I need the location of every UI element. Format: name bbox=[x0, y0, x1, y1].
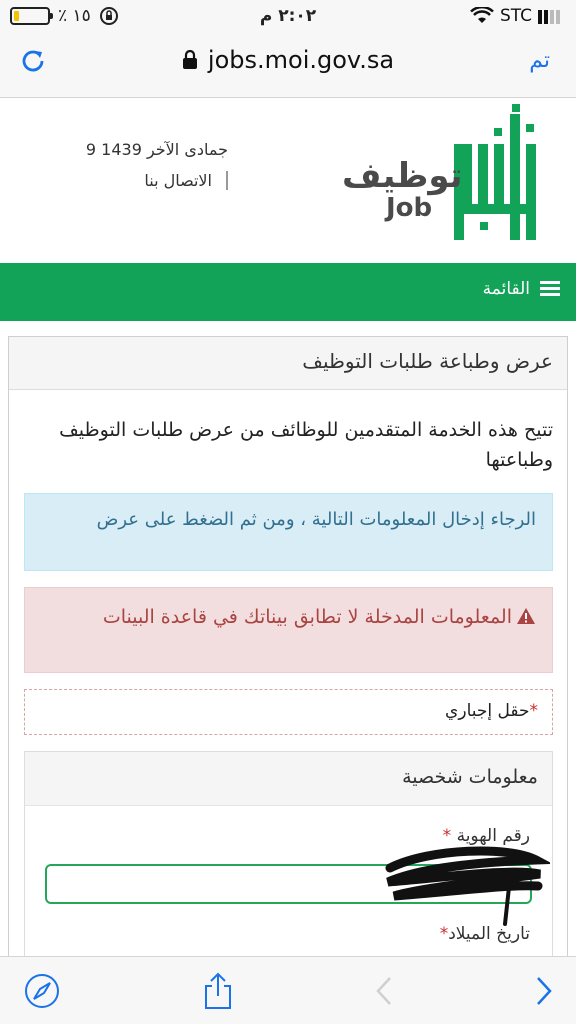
id-number-label bbox=[443, 826, 530, 846]
id-number-input[interactable] bbox=[45, 864, 532, 904]
lock-icon bbox=[182, 50, 198, 70]
domain-text: jobs.moi.gov.sa bbox=[207, 46, 395, 74]
section-title: معلومات شخصية bbox=[25, 752, 552, 806]
signal-bars-icon bbox=[538, 8, 562, 24]
hijri-date: 9 جمادى الآخر 1439 bbox=[85, 140, 228, 159]
clock: ٢:٠٢ م bbox=[259, 6, 317, 26]
header-info bbox=[58, 140, 228, 190]
share-icon[interactable] bbox=[198, 971, 238, 1011]
warning-icon bbox=[516, 607, 536, 625]
logo-job-text: Job bbox=[386, 193, 433, 223]
contact-link[interactable]: الاتصال بنا bbox=[144, 171, 228, 190]
signal-group bbox=[470, 6, 562, 26]
info-alert: الرجاء إدخال المعلومات التالية ، ومن ثم الضغط على عرض bbox=[24, 493, 553, 571]
wifi-icon bbox=[470, 7, 494, 25]
required-field-note bbox=[24, 689, 553, 735]
service-description: تتيح هذه الخدمة المتقدمين للوظائف من عرض طلبات التوظيف وطباعتها bbox=[59, 419, 553, 471]
id-label-text: رقم الهوية bbox=[456, 826, 530, 846]
main-panel bbox=[8, 336, 568, 1024]
browser-toolbar bbox=[0, 956, 576, 1024]
back-chevron-icon[interactable] bbox=[364, 971, 404, 1011]
required-star: * bbox=[529, 701, 538, 721]
page-title: عرض وطباعة طلبات التوظيف bbox=[9, 337, 567, 390]
battery-percent: ٪ ١٥ bbox=[58, 6, 91, 26]
required-star: * bbox=[442, 826, 452, 846]
error-text: المعلومات المدخلة لا تطابق بيناتك في قاعدة البينات bbox=[102, 606, 512, 628]
status-bar bbox=[0, 0, 576, 34]
browser-url-bar bbox=[0, 34, 576, 98]
address-field[interactable] bbox=[0, 46, 576, 74]
safari-compass-icon[interactable] bbox=[22, 971, 62, 1011]
done-button[interactable]: تم bbox=[529, 48, 550, 73]
menu-toggle[interactable] bbox=[483, 279, 560, 299]
reload-icon[interactable] bbox=[18, 46, 48, 76]
birth-date-label bbox=[440, 924, 530, 944]
required-star: * bbox=[439, 924, 449, 944]
menu-label: القائمة bbox=[482, 279, 530, 299]
hamburger-icon bbox=[540, 281, 560, 297]
nav-bar bbox=[0, 263, 576, 321]
carrier-name: STC bbox=[499, 6, 532, 26]
logo-arabic-text: توظيف bbox=[342, 156, 463, 196]
required-text: حقل إجباري bbox=[445, 701, 530, 721]
forward-chevron-icon[interactable] bbox=[524, 971, 564, 1011]
birth-label-text: تاريخ الميلاد bbox=[448, 924, 530, 944]
error-alert bbox=[24, 587, 553, 673]
